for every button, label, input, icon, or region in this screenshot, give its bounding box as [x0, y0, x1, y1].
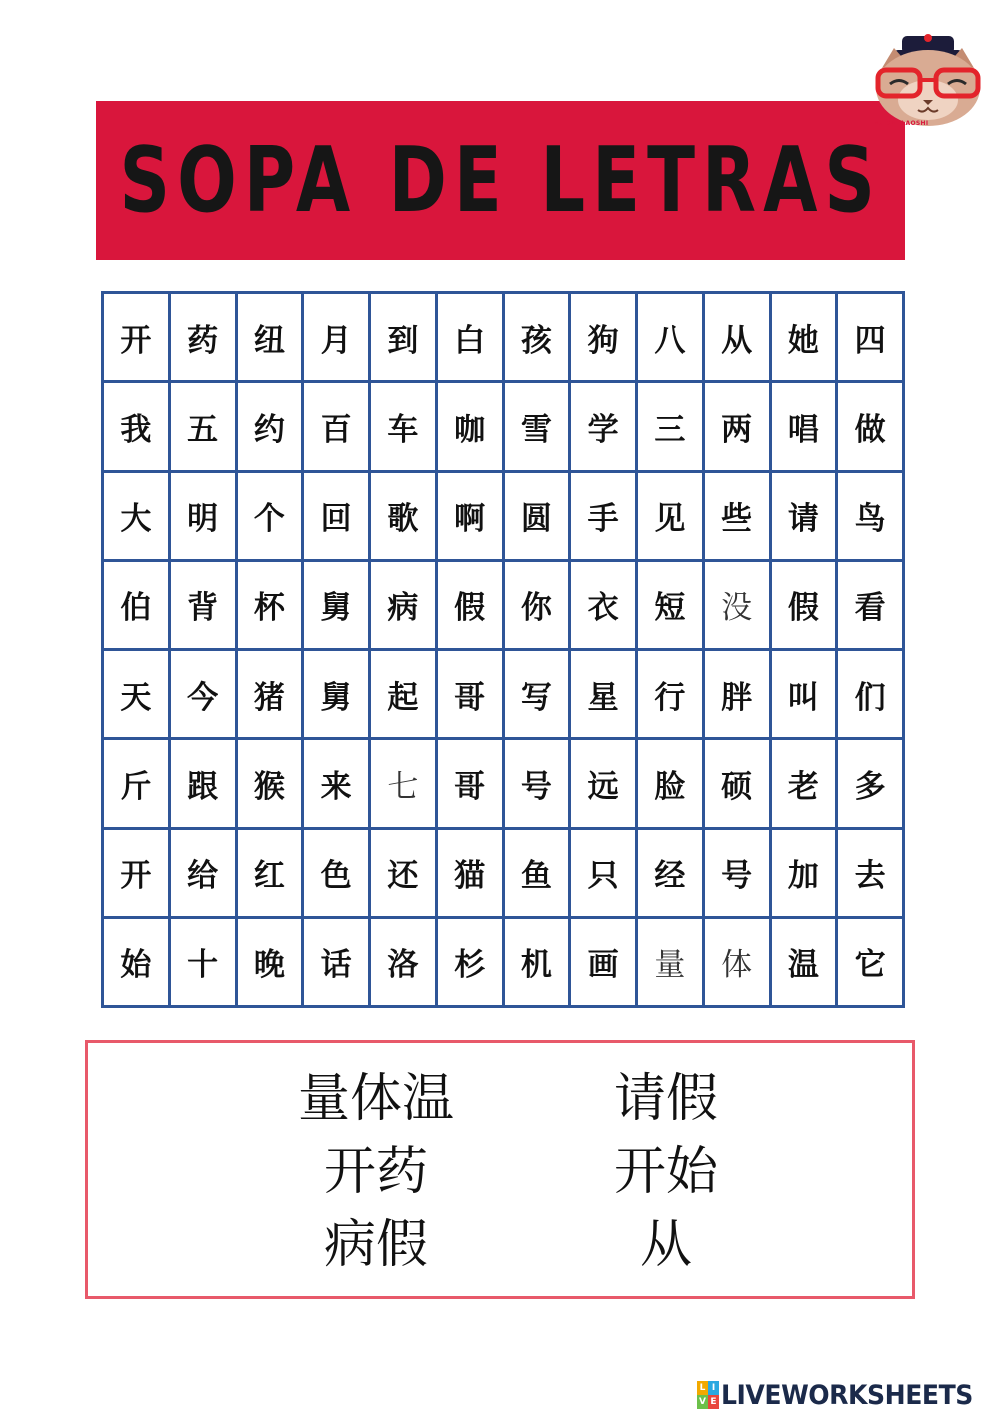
- grid-cell[interactable]: 脸: [638, 740, 705, 829]
- grid-cell[interactable]: 温: [772, 919, 839, 1008]
- grid-cell[interactable]: 车: [371, 383, 438, 472]
- grid-cell[interactable]: 猴: [238, 740, 305, 829]
- grid-cell[interactable]: 五: [171, 383, 238, 472]
- grid-cell[interactable]: 四: [838, 294, 905, 383]
- grid-cell[interactable]: 雪: [505, 383, 572, 472]
- grid-cell[interactable]: 号: [505, 740, 572, 829]
- grid-cell[interactable]: 写: [505, 651, 572, 740]
- grid-cell[interactable]: 还: [371, 830, 438, 919]
- word-item: 开始: [613, 1142, 718, 1202]
- grid-cell[interactable]: 假: [438, 562, 505, 651]
- brand-name: LIVEWORKSHEETS: [721, 1379, 973, 1411]
- grid-cell[interactable]: 远: [571, 740, 638, 829]
- grid-cell[interactable]: 三: [638, 383, 705, 472]
- grid-cell[interactable]: 给: [171, 830, 238, 919]
- grid-cell[interactable]: 个: [238, 473, 305, 562]
- grid-cell[interactable]: 大: [104, 473, 171, 562]
- grid-cell[interactable]: 多: [838, 740, 905, 829]
- grid-cell[interactable]: 回: [304, 473, 371, 562]
- grid-cell[interactable]: 色: [304, 830, 371, 919]
- grid-cell[interactable]: 十: [171, 919, 238, 1008]
- grid-cell[interactable]: 胖: [705, 651, 772, 740]
- grid-cell[interactable]: 假: [772, 562, 839, 651]
- grid-cell[interactable]: 伯: [104, 562, 171, 651]
- grid-cell[interactable]: 行: [638, 651, 705, 740]
- grid-cell[interactable]: 猪: [238, 651, 305, 740]
- grid-cell[interactable]: 短: [638, 562, 705, 651]
- grid-cell[interactable]: 今: [171, 651, 238, 740]
- word-list-box: [85, 1040, 915, 1299]
- grid-cell[interactable]: 经: [638, 830, 705, 919]
- grid-cell[interactable]: 舅: [304, 562, 371, 651]
- grid-cell[interactable]: 手: [571, 473, 638, 562]
- grid-cell[interactable]: 它: [838, 919, 905, 1008]
- logo-letter-tile: I: [708, 1381, 719, 1395]
- grid-cell[interactable]: 去: [838, 830, 905, 919]
- grid-cell[interactable]: 八: [638, 294, 705, 383]
- grid-cell[interactable]: 明: [171, 473, 238, 562]
- grid-cell[interactable]: 咖: [438, 383, 505, 472]
- grid-cell[interactable]: 药: [171, 294, 238, 383]
- grid-cell[interactable]: 量: [638, 919, 705, 1008]
- word-item: 病假: [323, 1215, 428, 1275]
- grid-cell[interactable]: 来: [304, 740, 371, 829]
- grid-cell[interactable]: 只: [571, 830, 638, 919]
- grid-cell[interactable]: 杯: [238, 562, 305, 651]
- liveworksheets-logo-icon: [697, 1381, 719, 1409]
- grid-cell[interactable]: 背: [171, 562, 238, 651]
- grid-cell[interactable]: 们: [838, 651, 905, 740]
- grid-cell[interactable]: 约: [238, 383, 305, 472]
- grid-cell[interactable]: 跟: [171, 740, 238, 829]
- page-title: SOPA DE LETRAS: [119, 128, 882, 233]
- grid-cell[interactable]: 星: [571, 651, 638, 740]
- grid-cell[interactable]: 猫: [438, 830, 505, 919]
- grid-cell[interactable]: 始: [104, 919, 171, 1008]
- grid-cell[interactable]: 开: [104, 294, 171, 383]
- grid-cell[interactable]: 啊: [438, 473, 505, 562]
- grid-cell[interactable]: 请: [772, 473, 839, 562]
- grid-cell[interactable]: 你: [505, 562, 572, 651]
- grid-cell[interactable]: 哥: [438, 651, 505, 740]
- grid-cell[interactable]: 洛: [371, 919, 438, 1008]
- grid-cell[interactable]: 歌: [371, 473, 438, 562]
- liveworksheets-brand: [697, 1378, 992, 1412]
- grid-cell[interactable]: 斤: [104, 740, 171, 829]
- grid-cell[interactable]: 话: [304, 919, 371, 1008]
- grid-cell[interactable]: 她: [772, 294, 839, 383]
- grid-cell[interactable]: 纽: [238, 294, 305, 383]
- grid-cell[interactable]: 唱: [772, 383, 839, 472]
- logo-letter-tile: L: [697, 1381, 708, 1395]
- grid-cell[interactable]: 学: [571, 383, 638, 472]
- word-item: 开药: [323, 1142, 428, 1202]
- grid-cell[interactable]: 体: [705, 919, 772, 1008]
- grid-cell[interactable]: 晚: [238, 919, 305, 1008]
- grid-cell[interactable]: 孩: [505, 294, 572, 383]
- grid-cell[interactable]: 加: [772, 830, 839, 919]
- grid-cell[interactable]: 七: [371, 740, 438, 829]
- word-item: 请假: [613, 1069, 718, 1129]
- grid-cell[interactable]: 舅: [304, 651, 371, 740]
- grid-cell[interactable]: 红: [238, 830, 305, 919]
- grid-cell[interactable]: 号: [705, 830, 772, 919]
- title-banner: [96, 101, 905, 260]
- grid-cell[interactable]: 衣: [571, 562, 638, 651]
- grid-cell[interactable]: 起: [371, 651, 438, 740]
- grid-cell[interactable]: 硕: [705, 740, 772, 829]
- grid-cell[interactable]: 画: [571, 919, 638, 1008]
- grid-cell[interactable]: 见: [638, 473, 705, 562]
- grid-cell[interactable]: 圆: [505, 473, 572, 562]
- grid-cell[interactable]: 哥: [438, 740, 505, 829]
- grid-cell[interactable]: 看: [838, 562, 905, 651]
- grid-cell[interactable]: 百: [304, 383, 371, 472]
- grid-cell[interactable]: 白: [438, 294, 505, 383]
- mascot-label: MAOMI LAOSHI: [873, 120, 929, 127]
- grid-cell[interactable]: 病: [371, 562, 438, 651]
- grid-cell[interactable]: 些: [705, 473, 772, 562]
- word-item: 量体温: [297, 1069, 454, 1129]
- grid-cell[interactable]: 没: [705, 562, 772, 651]
- grid-cell[interactable]: 开: [104, 830, 171, 919]
- word-item: 从: [639, 1215, 692, 1275]
- grid-cell[interactable]: 我: [104, 383, 171, 472]
- grid-cell[interactable]: 从: [705, 294, 772, 383]
- grid-cell[interactable]: 月: [304, 294, 371, 383]
- grid-cell[interactable]: 机: [505, 919, 572, 1008]
- grid-cell[interactable]: 做: [838, 383, 905, 472]
- grid-cell[interactable]: 到: [371, 294, 438, 383]
- grid-cell[interactable]: 叫: [772, 651, 839, 740]
- grid-cell[interactable]: 鸟: [838, 473, 905, 562]
- grid-cell[interactable]: 老: [772, 740, 839, 829]
- grid-cell[interactable]: 天: [104, 651, 171, 740]
- logo-letter-tile: E: [708, 1395, 719, 1409]
- logo-letter-tile: V: [697, 1395, 708, 1409]
- grid-cell[interactable]: 狗: [571, 294, 638, 383]
- grid-cell[interactable]: 杉: [438, 919, 505, 1008]
- grid-cell[interactable]: 鱼: [505, 830, 572, 919]
- word-search-grid: [101, 291, 905, 1008]
- grid-cell[interactable]: 两: [705, 383, 772, 472]
